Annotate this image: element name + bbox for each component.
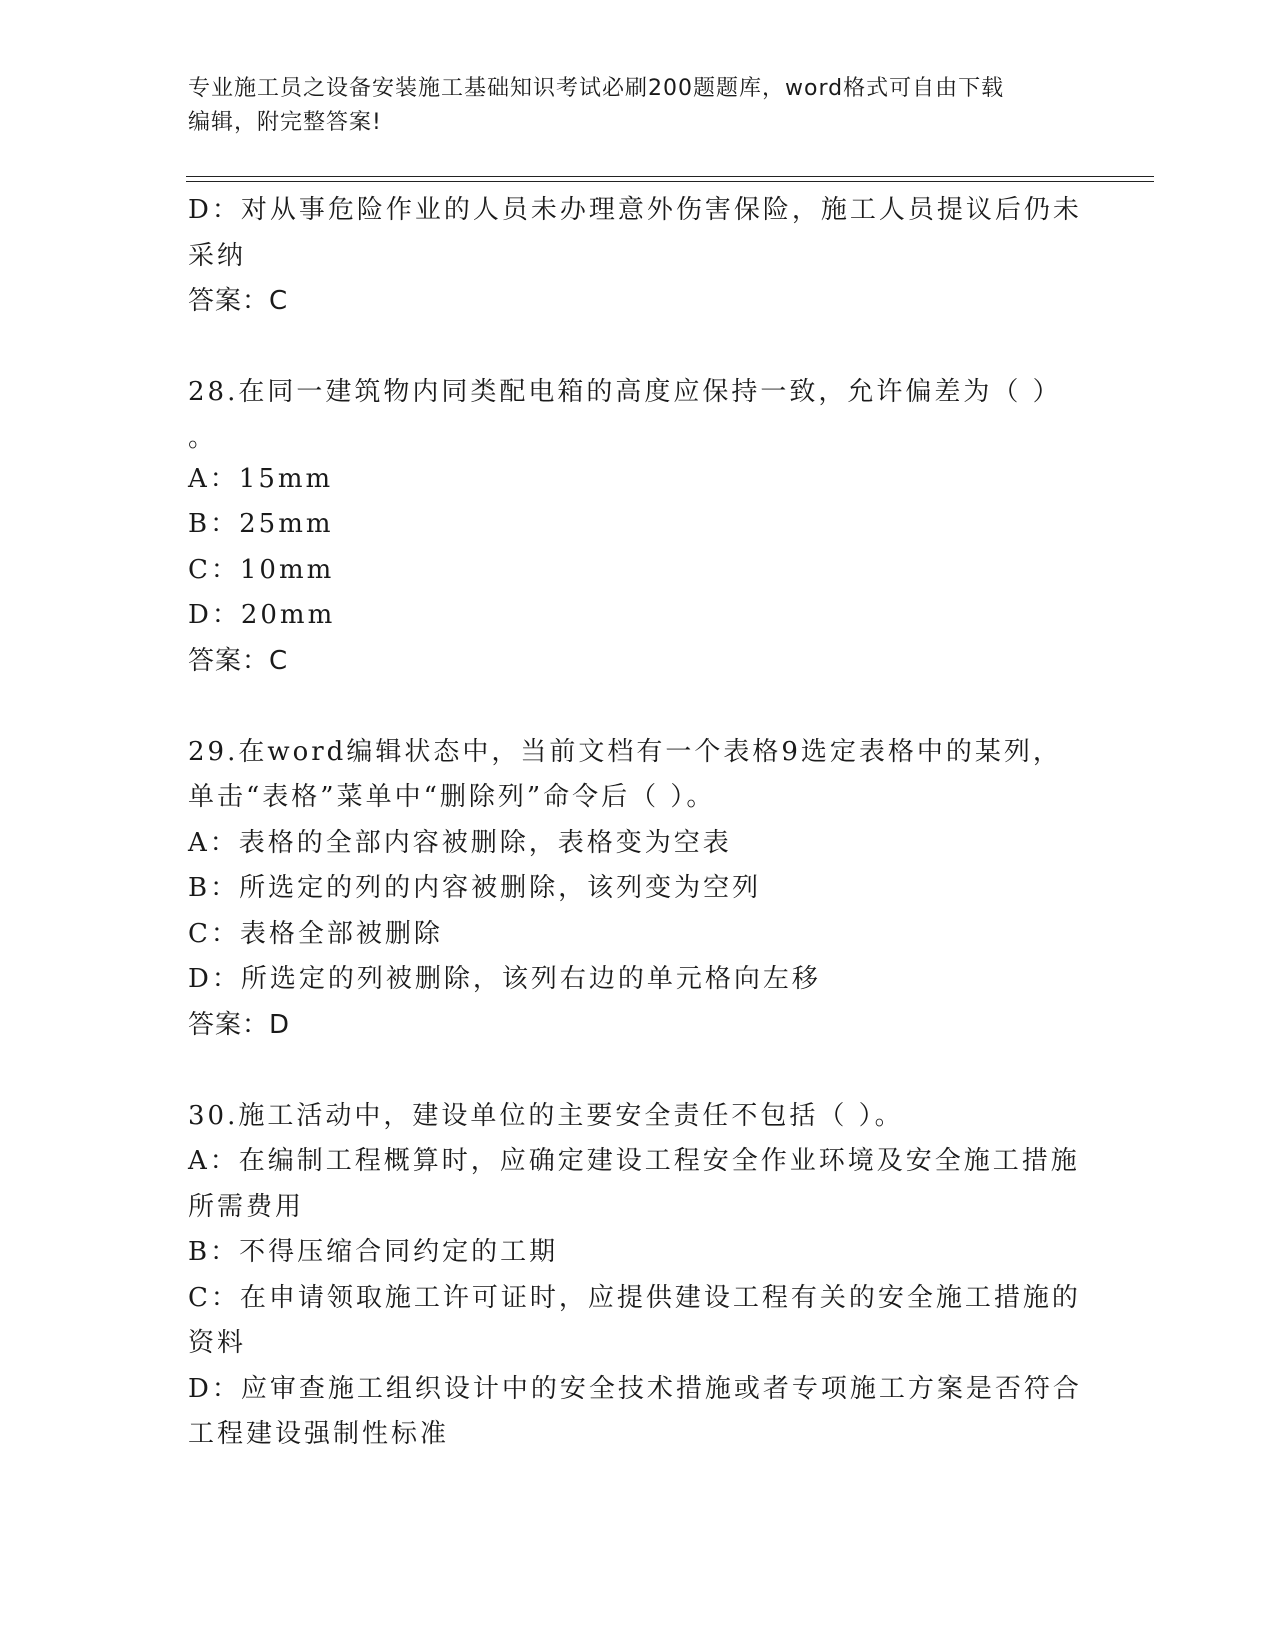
q30-option-c-line-2: 资料 [188,1328,247,1358]
q27-option-d-line-2: 采纳 [188,240,247,271]
question-28 [188,370,1088,684]
header-title-line-1: 专业施工员之设备安装施工基础知识考试必刷200题题库，word格式可自由下载 [188,76,1005,101]
q29-option-a: A：表格的全部内容被删除，表格变为空表 [188,827,732,858]
q29-answer: 答案：D [188,1009,291,1040]
q29-option-c: C：表格全部被删除 [188,918,443,949]
document-body [188,188,1088,1458]
q29-stem-line-2: 单击“表格”菜单中“删除列”命令后（ ）。 [188,782,716,812]
header-title-line-2: 编辑，附完整答案! [188,110,382,135]
question-29 [188,730,1088,1049]
q30-option-b: B：不得压缩合同约定的工期 [188,1237,559,1267]
question-27 [188,188,1088,325]
q27-option-d-line-1: D：对从事危险作业的人员未办理意外伤害保险，施工人员提议后仍未 [188,195,1082,225]
q30-option-d-line-2: 工程建设强制性标准 [188,1419,450,1449]
spacer [188,325,1088,371]
q30-stem: 30.施工活动中，建设单位的主要安全责任不包括（ ）。 [188,1100,904,1131]
header-divider-top [186,176,1154,177]
q28-option-d: D：20mm [188,600,336,630]
q28-option-b: B：25mm [188,509,334,539]
q28-stem-line-2: 。 [188,422,218,453]
q29-option-d: D：所选定的列被删除，该列右边的单元格向左移 [188,964,821,994]
q30-option-c-line-1: C：在申请领取施工许可证时，应提供建设工程有关的安全施工措施的 [188,1282,1081,1313]
q30-option-a-line-1: A：在编制工程概算时，应确定建设工程安全作业环境及安全施工措施 [188,1146,1080,1176]
question-30 [188,1094,1088,1458]
q28-option-a: A：15mm [188,463,334,494]
spacer [188,1048,1088,1094]
q28-option-c: C：10mm [188,554,335,585]
q29-stem-line-1: 29.在word编辑状态中，当前文档有一个表格9选定表格中的某列， [188,736,1062,767]
q27-answer: 答案：C [188,286,289,316]
document-header [188,72,1068,140]
q29-option-b: B：所选定的列的内容被删除，该列变为空列 [188,873,762,903]
header-divider-bottom [186,181,1154,182]
q28-answer: 答案：C [188,645,289,676]
q30-option-d-line-1: D：应审查施工组织设计中的安全技术措施或者专项施工方案是否符合 [188,1373,1082,1404]
q30-option-a-line-2: 所需费用 [188,1191,305,1222]
q28-stem-line-1: 28.在同一建筑物内同类配电箱的高度应保持一致，允许偏差为（ ） [188,377,1062,407]
spacer [188,684,1088,730]
